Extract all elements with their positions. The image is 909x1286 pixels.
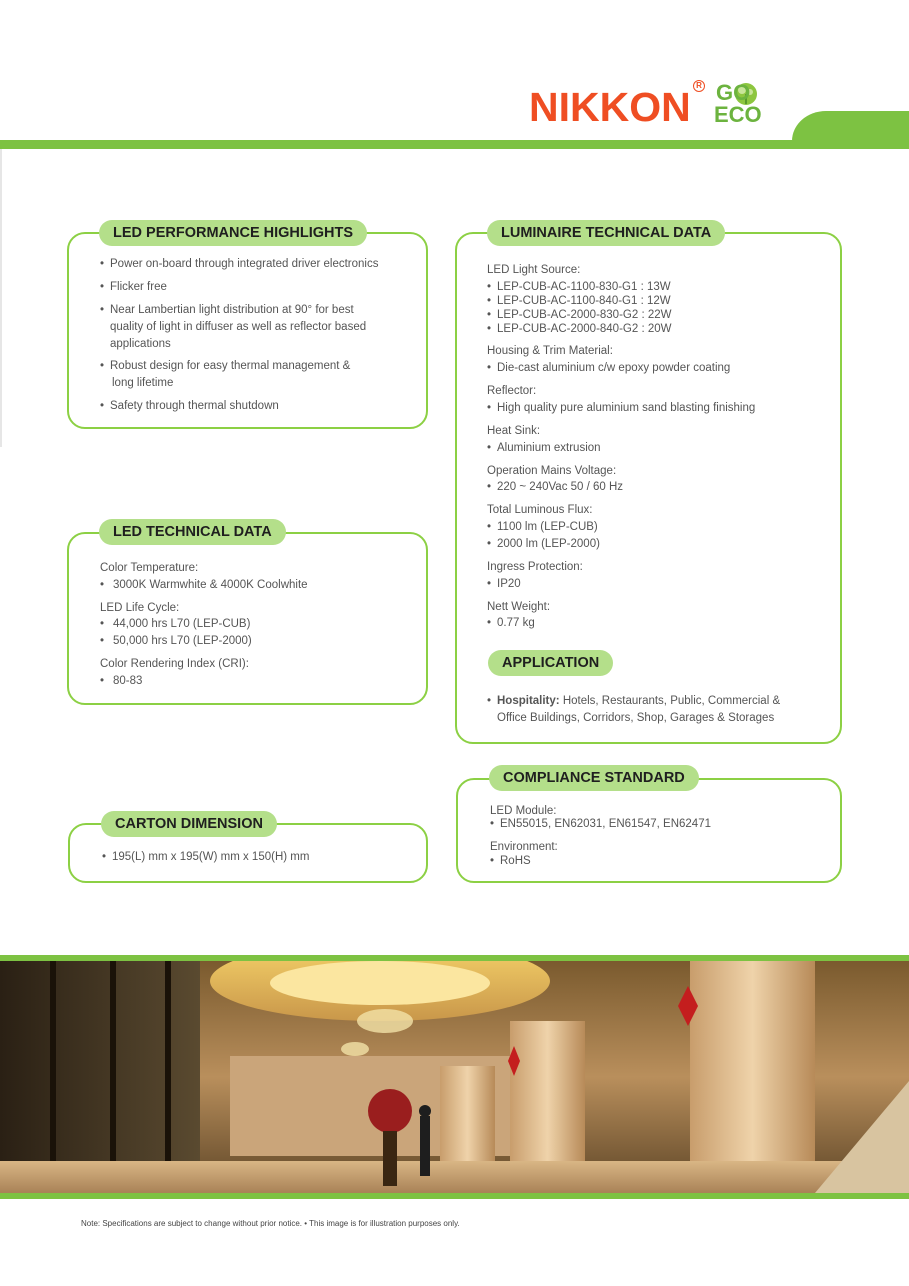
- eco-go-text: GO: [716, 80, 751, 105]
- led-technical-bullet: •: [100, 635, 105, 647]
- application-line-1: [497, 694, 780, 708]
- flux-value: 1100 lm (LEP-CUB): [497, 521, 598, 533]
- eco-eco-text: ECO: [714, 102, 762, 127]
- reflector-label: Reflector:: [487, 385, 537, 397]
- compliance-bullet: •: [490, 818, 495, 830]
- weight-label: Nett Weight:: [487, 601, 551, 613]
- heatsink-value: Aluminium extrusion: [497, 442, 601, 454]
- registered-mark: R: [693, 80, 705, 92]
- luminaire-bullet: •: [487, 521, 492, 533]
- ip-value: IP20: [497, 578, 521, 590]
- performance-item: Safety through thermal shutdown: [110, 400, 279, 412]
- housing-label: Housing & Trim Material:: [487, 345, 613, 357]
- weight-value: 0.77 kg: [497, 617, 535, 629]
- luminaire-title: LUMINAIRE TECHNICAL DATA: [487, 220, 725, 246]
- performance-item: long lifetime: [112, 377, 174, 389]
- application-title: APPLICATION: [488, 650, 613, 676]
- luminaire-bullet: •: [487, 538, 492, 550]
- light-source-item: LEP-CUB-AC-2000-840-G2 : 20W: [497, 323, 672, 335]
- lobby-illustration: [0, 961, 909, 1193]
- application-bullet: •: [487, 695, 492, 707]
- cri-label: Color Rendering Index (CRI):: [100, 658, 249, 670]
- environment-value: RoHS: [500, 855, 531, 867]
- go-eco-logo: [712, 80, 778, 128]
- carton-bullet: •: [102, 851, 107, 863]
- led-technical-bullet: •: [100, 675, 105, 687]
- performance-item: applications: [110, 338, 171, 350]
- performance-bullet: •: [100, 304, 105, 316]
- life-cycle-label: LED Life Cycle:: [100, 602, 180, 614]
- environment-label: Environment:: [490, 841, 558, 853]
- life-cycle-value: 44,000 hrs L70 (LEP-CUB): [113, 618, 251, 630]
- cri-value: 80-83: [113, 675, 143, 687]
- module-label: LED Module:: [490, 805, 557, 817]
- application-category: Hospitality:: [497, 695, 560, 707]
- luminaire-bullet: •: [487, 442, 492, 454]
- performance-item: Flicker free: [110, 281, 167, 293]
- luminaire-bullet: •: [487, 617, 492, 629]
- compliance-title: COMPLIANCE STANDARD: [489, 765, 699, 791]
- left-divider: [0, 149, 2, 447]
- brand-logo: NIKKON: [529, 84, 691, 130]
- light-source-item: LEP-CUB-AC-1100-830-G1 : 13W: [497, 281, 671, 293]
- luminaire-bullet: •: [487, 578, 492, 590]
- color-temp-label: Color Temperature:: [100, 562, 199, 574]
- reflector-value: High quality pure aluminium sand blasting finishing: [497, 402, 756, 414]
- color-temp-value: 3000K Warmwhite & 4000K Coolwhite: [113, 579, 308, 591]
- compliance-bullet: •: [490, 855, 495, 867]
- led-technical-title: LED TECHNICAL DATA: [99, 519, 286, 545]
- housing-value: Die-cast aluminium c/w epoxy powder coating: [497, 362, 731, 374]
- hotel-lobby-photo: [0, 961, 909, 1193]
- led-technical-bullet: •: [100, 579, 105, 591]
- luminaire-bullet: •: [487, 295, 492, 307]
- flux-label: Total Luminous Flux:: [487, 504, 593, 516]
- footer-note: Note: Specifications are subject to change without prior notice. • This image is for illustration purposes only.: [81, 1219, 460, 1228]
- light-source-item: LEP-CUB-AC-2000-830-G2 : 22W: [497, 309, 672, 321]
- voltage-label: Operation Mains Voltage:: [487, 465, 617, 477]
- performance-item: Near Lambertian light distribution at 90° for best: [110, 304, 354, 316]
- luminaire-bullet: •: [487, 362, 492, 374]
- heatsink-label: Heat Sink:: [487, 425, 541, 437]
- photo-bottom-line: [0, 1193, 909, 1199]
- voltage-value: 220 ~ 240Vac 50 / 60 Hz: [497, 481, 624, 493]
- performance-item: Power on-board through integrated driver electronics: [110, 258, 379, 270]
- flux-value: 2000 lm (LEP-2000): [497, 538, 600, 550]
- performance-item: quality of light in diffuser as well as reflector based: [110, 321, 367, 333]
- luminaire-bullet: •: [487, 402, 492, 414]
- performance-bullet: •: [100, 400, 105, 412]
- luminaire-bullet: •: [487, 323, 492, 335]
- ip-label: Ingress Protection:: [487, 561, 583, 573]
- performance-title: LED PERFORMANCE HIGHLIGHTS: [99, 220, 367, 246]
- led-technical-bullet: •: [100, 618, 105, 630]
- header-green-bar: [0, 140, 909, 149]
- application-places: Hotels, Restaurants, Public, Commercial &: [559, 695, 781, 707]
- luminaire-bullet: •: [487, 481, 492, 493]
- light-source-item: LEP-CUB-AC-1100-840-G1 : 12W: [497, 295, 671, 307]
- carton-value: 195(L) mm x 195(W) mm x 150(H) mm: [112, 851, 310, 863]
- performance-item: Robust design for easy thermal management &: [110, 360, 351, 372]
- life-cycle-value: 50,000 hrs L70 (LEP-2000): [113, 635, 252, 647]
- module-value: EN55015, EN62031, EN61547, EN62471: [500, 818, 711, 830]
- carton-title: CARTON DIMENSION: [101, 811, 277, 837]
- performance-bullet: •: [100, 281, 105, 293]
- light-source-label: LED Light Source:: [487, 264, 581, 276]
- application-line-2: Office Buildings, Corridors, Shop, Garages & Storages: [497, 712, 775, 724]
- luminaire-bullet: •: [487, 281, 492, 293]
- performance-bullet: •: [100, 258, 105, 270]
- performance-bullet: •: [100, 360, 105, 372]
- luminaire-bullet: •: [487, 309, 492, 321]
